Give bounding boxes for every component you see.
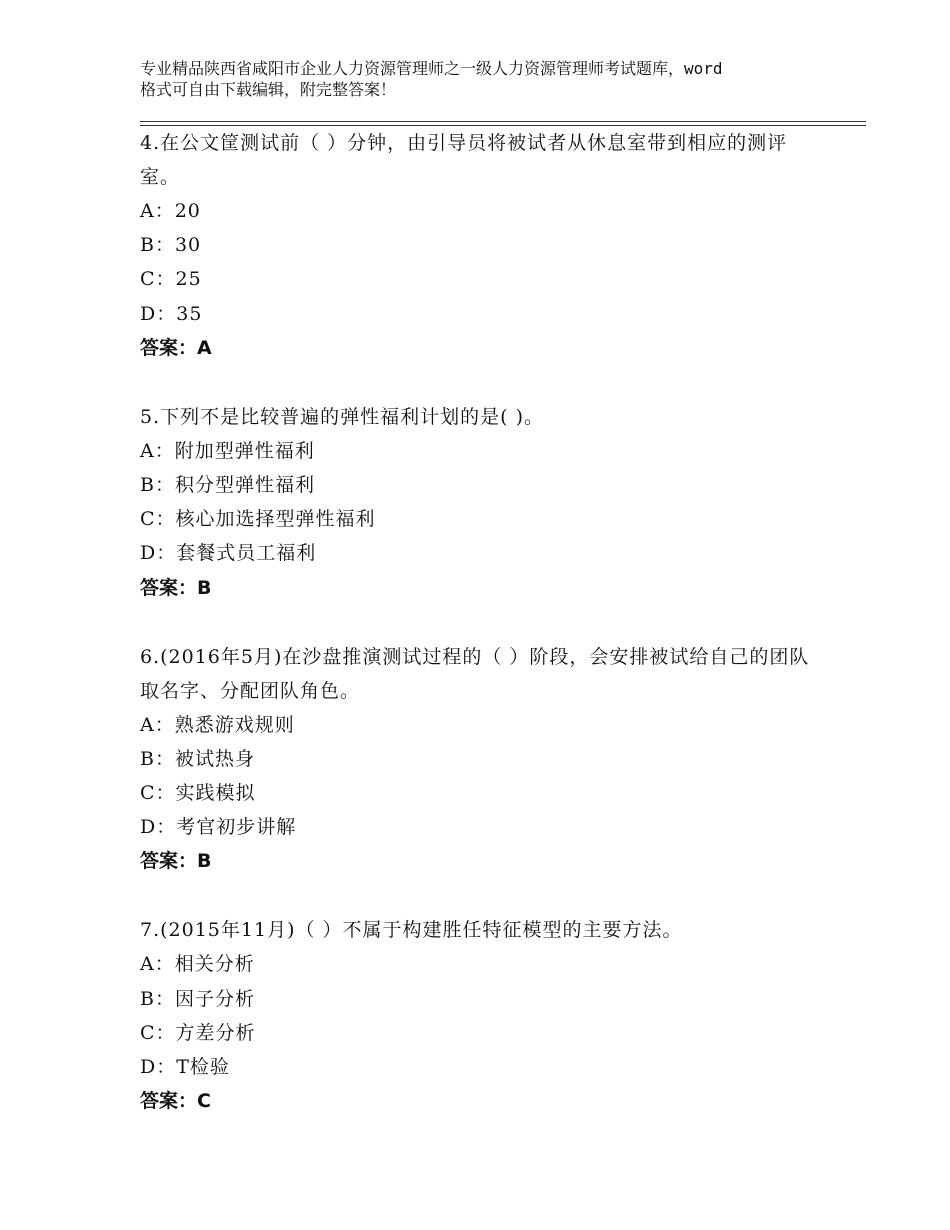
option-a: A：20 xyxy=(140,200,201,222)
option-d: D：考官初步讲解 xyxy=(140,816,297,839)
question-7 xyxy=(140,913,820,1118)
header-divider-top xyxy=(140,121,866,122)
question-stem: 7.(2015年11月)（ ）不属于构建胜任特征模型的主要方法。 xyxy=(140,919,683,942)
option-a: A：熟悉游戏规则 xyxy=(140,713,295,736)
option-d: D：T检验 xyxy=(140,1056,230,1079)
option-b: B：30 xyxy=(140,234,202,257)
question-5 xyxy=(140,400,820,605)
option-b: B：积分型弹性福利 xyxy=(140,474,315,497)
question-stem: 4.在公文筐测试前（ ）分钟，由引导员将被试者从休息室带到相应的测评室。 xyxy=(140,132,788,188)
question-stem: 5.下列不是比较普遍的弹性福利计划的是( )。 xyxy=(140,405,544,428)
question-4 xyxy=(140,126,820,365)
option-d: D：35 xyxy=(140,302,203,325)
header-line-1: 专业精品陕西省咸阳市企业人力资源管理师之一级人力资源管理师考试题库，word xyxy=(140,59,723,78)
answer: 答案：A xyxy=(140,336,212,359)
answer: 答案：B xyxy=(140,850,212,873)
option-a: A：附加型弹性福利 xyxy=(140,439,315,462)
question-stem: 6.(2016年5月)在沙盘推演测试过程的（ ）阶段，会安排被试给自己的团队取名字、分配团队角色。 xyxy=(140,645,810,702)
answer: 答案：C xyxy=(140,1090,211,1113)
answer: 答案：B xyxy=(140,576,212,599)
option-c: C：25 xyxy=(140,268,202,291)
option-d: D：套餐式员工福利 xyxy=(140,542,317,565)
option-c: C：实践模拟 xyxy=(140,782,256,805)
header-line-2: 格式可自由下载编辑，附完整答案！ xyxy=(140,80,397,99)
option-a: A：相关分析 xyxy=(140,953,255,976)
question-list xyxy=(140,126,820,1153)
option-b: B：因子分析 xyxy=(140,987,255,1010)
question-6 xyxy=(140,640,820,879)
option-c: C：方差分析 xyxy=(140,1021,256,1044)
option-c: C：核心加选择型弹性福利 xyxy=(140,508,376,531)
document-header xyxy=(140,58,840,100)
option-b: B：被试热身 xyxy=(140,747,255,770)
